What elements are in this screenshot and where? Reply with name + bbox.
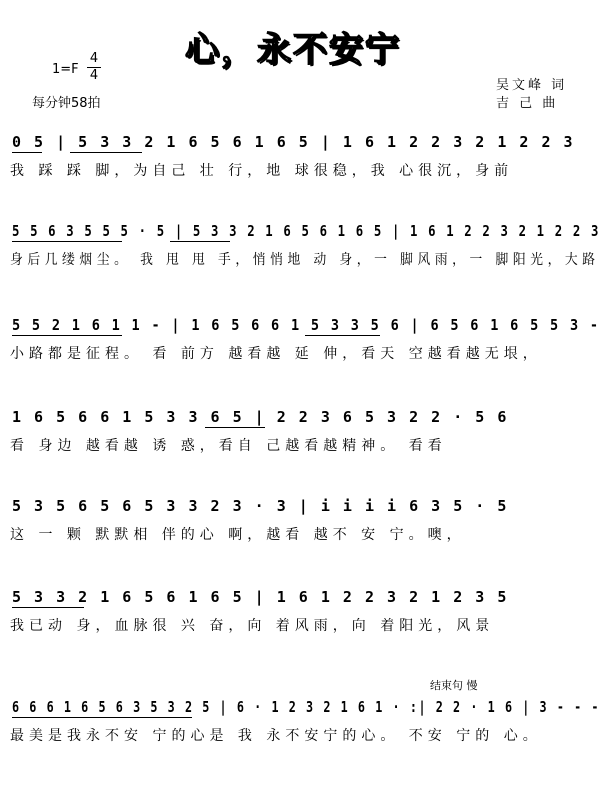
key-signature: 1=F [52,62,79,77]
time-signature [87,52,101,83]
notation-line-2: 5 5 6 3 5 5 5 · 5 | 5 3 3 2 1 6 5 6 1 6 5 | 1 6 1 2 2 3 2 1 2 2 3 [12,222,600,240]
lyricist-credit: 吴文峰 词 [496,78,568,93]
notation-line-4: 1 6 5 6 6 1 5 3 3 6 5 | 2 2 3 6 5 3 2 2 · 5 6 [12,408,509,426]
beam-mark [12,335,122,336]
lyric-line-7: 最美是我永不安 宁的心是 我 永不安宁的心。 不安 宁的 心。 [10,728,542,744]
notation-line-1: 0 5 | 5 3 3 2 1 6 5 6 1 6 5 | 1 6 1 2 2 3 2 1 2 2 3 [12,133,575,151]
notation-line-3: 5 5 2 1 6 1 1 - | 1 6 5 6 6 1 5 3 3 5 6 | 6 5 6 1 6 5 5 3 - [12,316,600,334]
lyric-line-1: 我 踩 踩 脚，为自己 壮 行，地 球很稳，我 心很沉，身前 [10,163,514,179]
ending-cue: 结束句 慢 [430,679,478,692]
time-signature-numerator: 4 [89,51,99,66]
lyric-line-3: 小路都是征程。 看 前方 越看越 延 伸，看天 空越看越无垠， [10,346,542,362]
notation-line-6: 5 3 3 2 1 6 5 6 1 6 5 | 1 6 1 2 2 3 2 1 2 3 5 [12,588,509,606]
lyric-line-5: 这 一 颗 默默相 伴的心 啊，越看 越不 安 宁。噢， [10,527,466,543]
beam-mark [70,152,142,153]
notation-line-5: 5 3 5 6 5 6 5 3 3 2 3 · 3 | i i i i 6 3 5 · 5 [12,497,509,515]
beam-mark [12,241,122,242]
beam-mark [12,152,42,153]
lyric-line-4: 看 身边 越看越 诱 惑，看自 己越看越精神。 看看 [10,438,447,454]
beam-mark [12,717,192,718]
beam-mark [205,427,265,428]
notation-line-7: 6 6 6 1 6 5 6 3 5 3 2 5 | 6 · 1 2 3 2 1 6 1 · :| 2 2 · 1 6 | 3 - - - [12,698,601,716]
tempo-marking: 每分钟58拍 [32,96,101,111]
composer-credit: 吉 己 曲 [496,96,559,111]
beam-mark [170,241,230,242]
lyric-line-2: 身后几缕烟尘。 我 甩 甩 手，悄悄地 动 身，一 脚风雨，一 脚阳光，大路 [10,252,600,268]
lyric-line-6: 我已动 身，血脉很 兴 奋，向 着风雨，向 着阳光，风景 [10,618,495,634]
beam-mark [12,607,84,608]
time-signature-denominator: 4 [89,68,99,83]
song-title: 心，永不安宁 [185,30,401,70]
beam-mark [305,335,380,336]
